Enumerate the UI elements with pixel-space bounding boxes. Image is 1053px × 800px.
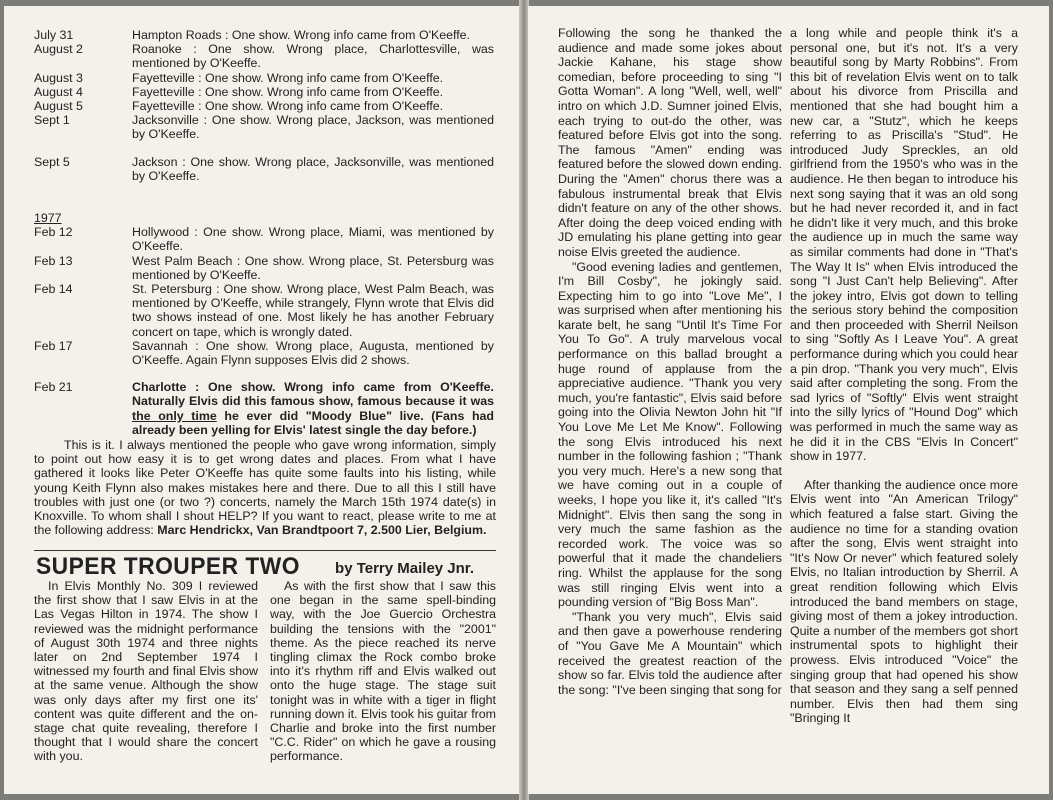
- list-item: Feb 13 West Palm Beach : One show. Wrong place, St. Petersburg was mentioned by O'Keeffe.: [34, 253, 494, 282]
- paragraph: "Thank you very much", Elvis said and then gave a powerhouse rendering of "You Gave Me A Mountain" which received the greatest reaction of the show so far. Elvis told the audience after the song: "I've been singing that song for: [558, 609, 782, 697]
- list-item-highlight: Feb 21 Charlotte : One show. Wrong info came from O'Keeffe. Naturally Elvis did this famous show, famous because it was the only time he ever did "Moody Blue" live. (Fans had already been yelling for Elvis' latest single the day before.): [34, 380, 494, 437]
- article-byline: by Terry Mailey Jnr.: [335, 560, 474, 577]
- article-column-2: As with the first show that I saw this one began in the same spell-binding way, with the Joe Guercio Orchestra building the tensions with the "2001" theme. As the piece reached its nerve tingling climax the Rock combo broke into it's rhythm riff and Elvis walked out onto the huge stage. The stage suit tonight was in white with a tiger in flight running down it. Elvis took his guitar from Charlie and broke into the first number "C.C. Rider" on which he gave a rousing performance.: [270, 579, 496, 764]
- list-item: Feb 12 Hollywood : One show. Wrong place, Miami, was mentioned by O'Keeffe.: [34, 225, 494, 254]
- list-item: August 3 Fayetteville : One show. Wrong info came from O'Keeffe.: [34, 70, 444, 85]
- paragraph: "Good evening ladies and gentlemen, I'm Bill Cosby", he jokingly said. Expecting him to go into "Love Me", I was surprised when after mentioning his karate belt, he sang "Until It's Time For You To Go". A truly marvelous vocal performance on this ballad brought a huge round of applause from the appreciative audience. "Thank you very much, you're fantastic", Elvis said before going into the Olivia Newton John hit "If You Love Me Let Me Know". Following the song Elvis introduced his next number in the following fashion ; "Thank you very much. Here's a new song that we have coming out in a couple of weeks, I hope you like it, it's called "It's Midnight". Elvis then sang the song in very much the same fashion as the recorded work. The voice was so powerful that it made the chandeliers ring. Whilst the applause for the song was still ringing Elvis went into a pounding version of "Big Boss Man".: [558, 259, 782, 610]
- closing-paragraph: This is it. I always mentioned the people who gave wrong information, simply to point out how easy it is to get wrong dates and places. From what I have gathered it looks like Peter O'Keeffe has quite some faults into his listing, while young Keith Flynn also makes mistakes here and there. Due to all this I still have troubles with just one (or two ?) concerts, namely the March 15th 1974 date(s) in Knoxville. To whom shall I shout HELP? If you want to react, please write to me at the following address: Marc Hendrickx, Van Brandtpoort 7, 2.500 Lier, Belgium.: [34, 438, 496, 538]
- year-heading: 1977: [34, 211, 62, 226]
- article-column-3: [558, 26, 782, 697]
- concert-corrections-list: [34, 28, 494, 437]
- list-item: August 2 Roanoke : One show. Wrong place, Charlottesville, was mentioned by O'Keeffe.: [34, 42, 494, 71]
- divider: [34, 550, 496, 551]
- list-item: July 31 Hampton Roads : One show. Wrong info came from O'Keeffe.: [34, 28, 470, 42]
- article-title: SUPER TROUPER TWO: [36, 553, 300, 580]
- article-column-1: In Elvis Monthly No. 309 I reviewed the first show that I saw Elvis in at the Las Vegas Hilton in 1974. The show I reviewed was the midnight performance of August 30th 1974 and three nights later on 2nd September 1974 I witnessed my fourth and final Elvis show at the same venue. Although the show was only days after my first one its' content was quite different and the on-stage chat quite revealing, therefore I thought that I would share the concert with you.: [34, 579, 258, 764]
- list-item: Feb 17 Savannah : One show. Wrong place, Augusta, mentioned by O'Keeffe. Again Flynn supposes Elvis did 2 shows.: [34, 338, 494, 368]
- paragraph: a long while and people think it's a personal one, but it's not. It's a very beautiful song by Marty Robbins". From this bit of revelation Elvis went on to talk about his divorce from Priscilla and mentioned that she had bought him a new car, a "Stutz", which he keeps referring to as Priscilla's "Stud". He introduced Judy Spreckles, an old girlfriend from the 1950's who was in the audience. He then began to introduce his next song saying that it was an old song but he had never recorded it, and in fact he didn't like it very much, and this broke the audience up in much the same way as similar comments had done in "That's The Way It Is" when Elvis introduced the song "I Just Can't help Believing". After the jokey intro, Elvis got down to telling the serious story behind the composition and then proceeded with Sherril Neilson to sing "Softly As I Leave You". A great performance during which you could hear a pin drop. "Thank you very much", Elvis said after completing the song. From the sad lyrics of "Softly" Elvis went straight into the silly lyrics of "Hound Dog" which was performed in much the same way as he did it in the CBS "Elvis In Concert" show in 1977.: [790, 26, 1018, 464]
- list-item: August 4 Fayetteville : One show. Wrong info came from O'Keeffe.: [34, 84, 444, 99]
- right-page: [528, 6, 1049, 794]
- list-item: Sept 5 Jackson : One show. Wrong place, Jacksonville, was mentioned by O'Keeffe.: [34, 154, 494, 183]
- paragraph: After thanking the audience once more Elvis went into "An American Trilogy" which featured a false start. Giving the audience no time for a standing ovation after the song, Elvis went straight into "It's Now Or never" which featured solely Elvis, no Italian introduction by Sherril. A great rendition following which Elvis introduced the band members on stage, giving most of them a jokey introduction. Quite a number of the members got short instrumental spots to highlight their prowess. Elvis introduced "Voice" the singing group that had opened his show that season and they sang a self penned number. Elvis then had them sing "Bringing It: [790, 477, 1018, 726]
- article-headline: [34, 555, 496, 581]
- left-page: [4, 6, 520, 794]
- list-item: August 5 Fayetteville : One show. Wrong info came from O'Keeffe.: [34, 99, 444, 114]
- list-item: Sept 1 Jacksonville : One show. Wrong place, Jackson, was mentioned by O'Keeffe.: [34, 113, 494, 142]
- article-column-4: [790, 26, 1018, 726]
- list-item: Feb 14 St. Petersburg : One show. Wrong place, West Palm Beach, was mentioned by O'Keeffe, while strangely, Flynn wrote that Elvis did two shows instead of one. Most likely he has another February concert on tape, which is wrongly dated.: [34, 282, 494, 339]
- author-address: Marc Hendrickx, Van Brandtpoort 7, 2.500 Lier, Belgium.: [157, 523, 487, 538]
- paragraph: Following the song he thanked the audience and made some jokes about Jackie Kahane, his stage show comedian, before proceeding to sing "I Gotta Woman". A long "Well, well, well" intro on which J.D. Sumner joined Elvis, each trying to out-do the other, was featured before Elvis got into the song. The famous "Amen" ending was featured before the slowed down ending. During the "Amen" chorus there was a fabulous instrumental break that Elvis didn't feature on any of the other shows. After doing the deep voiced ending with JD emulating his plane getting into gear noise Elvis greeted the audience.: [558, 26, 782, 259]
